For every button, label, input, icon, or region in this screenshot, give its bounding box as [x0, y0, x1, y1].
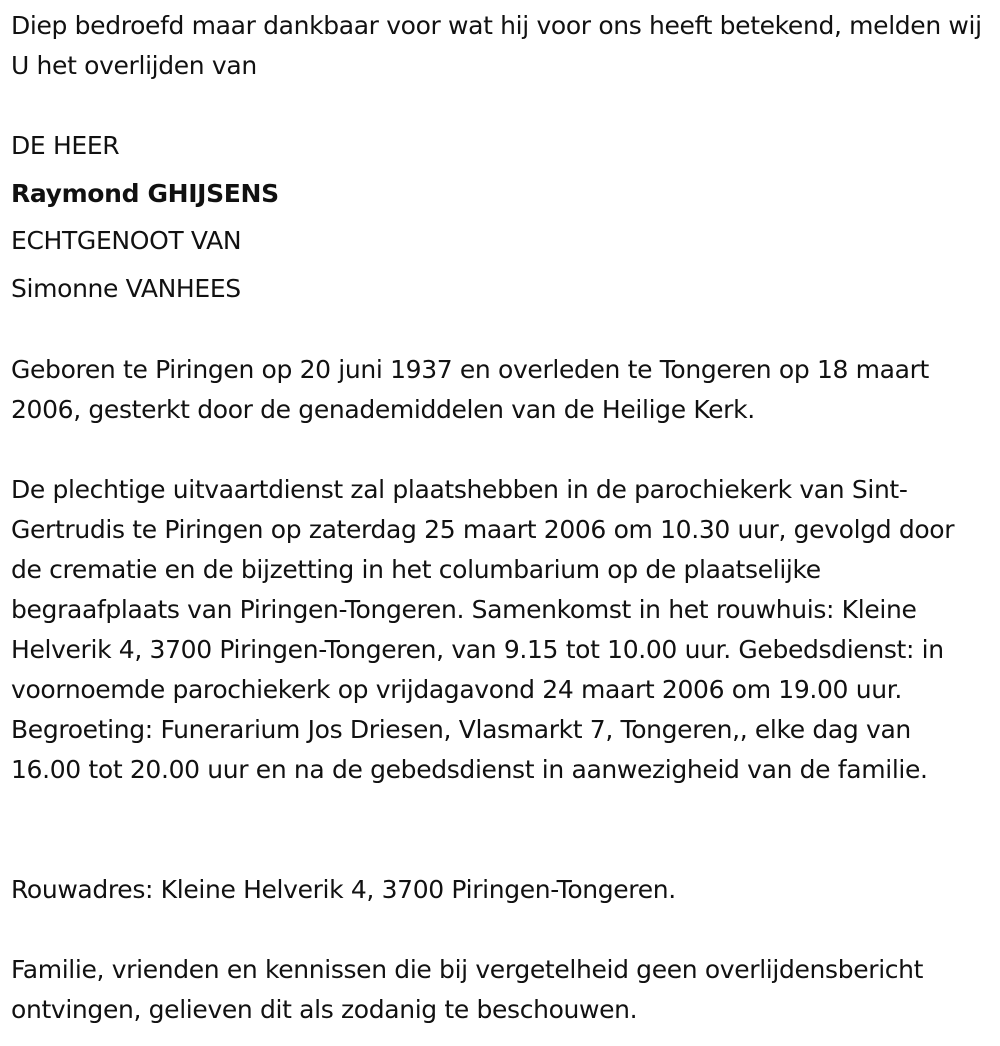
birth-death-text: Geboren te Piringen op 20 juni 1937 en overleden te Tongeren op 18 maart 2006, gesterkt door de genademiddelen van de Heilige Kerk. [11, 355, 937, 424]
funeral-service-text: De plechtige uitvaartdienst zal plaatshebben in de parochiekerk van Sint-Gertrudis te Piringen op zaterdag 25 maart 2006 om 10.30 uur, gevolgd door de crematie en de bijzetting in het columbarium op de plaatselijke begraafplaats van Piringen-Tongeren. Samenkomst in het rouwhuis: Kleine Helverik 4, 3700 Piringen-Tongeren, van 9.15 tot 10.00 uur. Gebedsdienst: in voornoemde parochiekerk op vrijdagavond 24 maart 2006 om 19.00 uur. Begroeting: Funerarium Jos Driesen, Vlasmarkt 7, Tongeren,, elke dag van 16.00 tot 20.00 uur en na de gebedsdienst in aanwezigheid van de familie. [11, 475, 962, 784]
deceased-name: Raymond GHIJSENS [11, 179, 279, 208]
mourning-address: Rouwadres: Kleine Helverik 4, 3700 Piringen-Tongeren. [11, 875, 676, 904]
spouse-name: Simonne VANHEES [11, 274, 241, 303]
family-note: Familie, vrienden en kennissen die bij vergetelheid geen overlijdensbericht ontvingen, gelieven dit als zodanig te beschouwen. [11, 955, 931, 1024]
intro-text: Diep bedroefd maar dankbaar voor wat hij voor ons heeft betekend, melden wij U het overlijden van [11, 11, 990, 80]
honorific: DE HEER [11, 131, 120, 160]
spouse-relation: ECHTGENOOT VAN [11, 226, 242, 255]
